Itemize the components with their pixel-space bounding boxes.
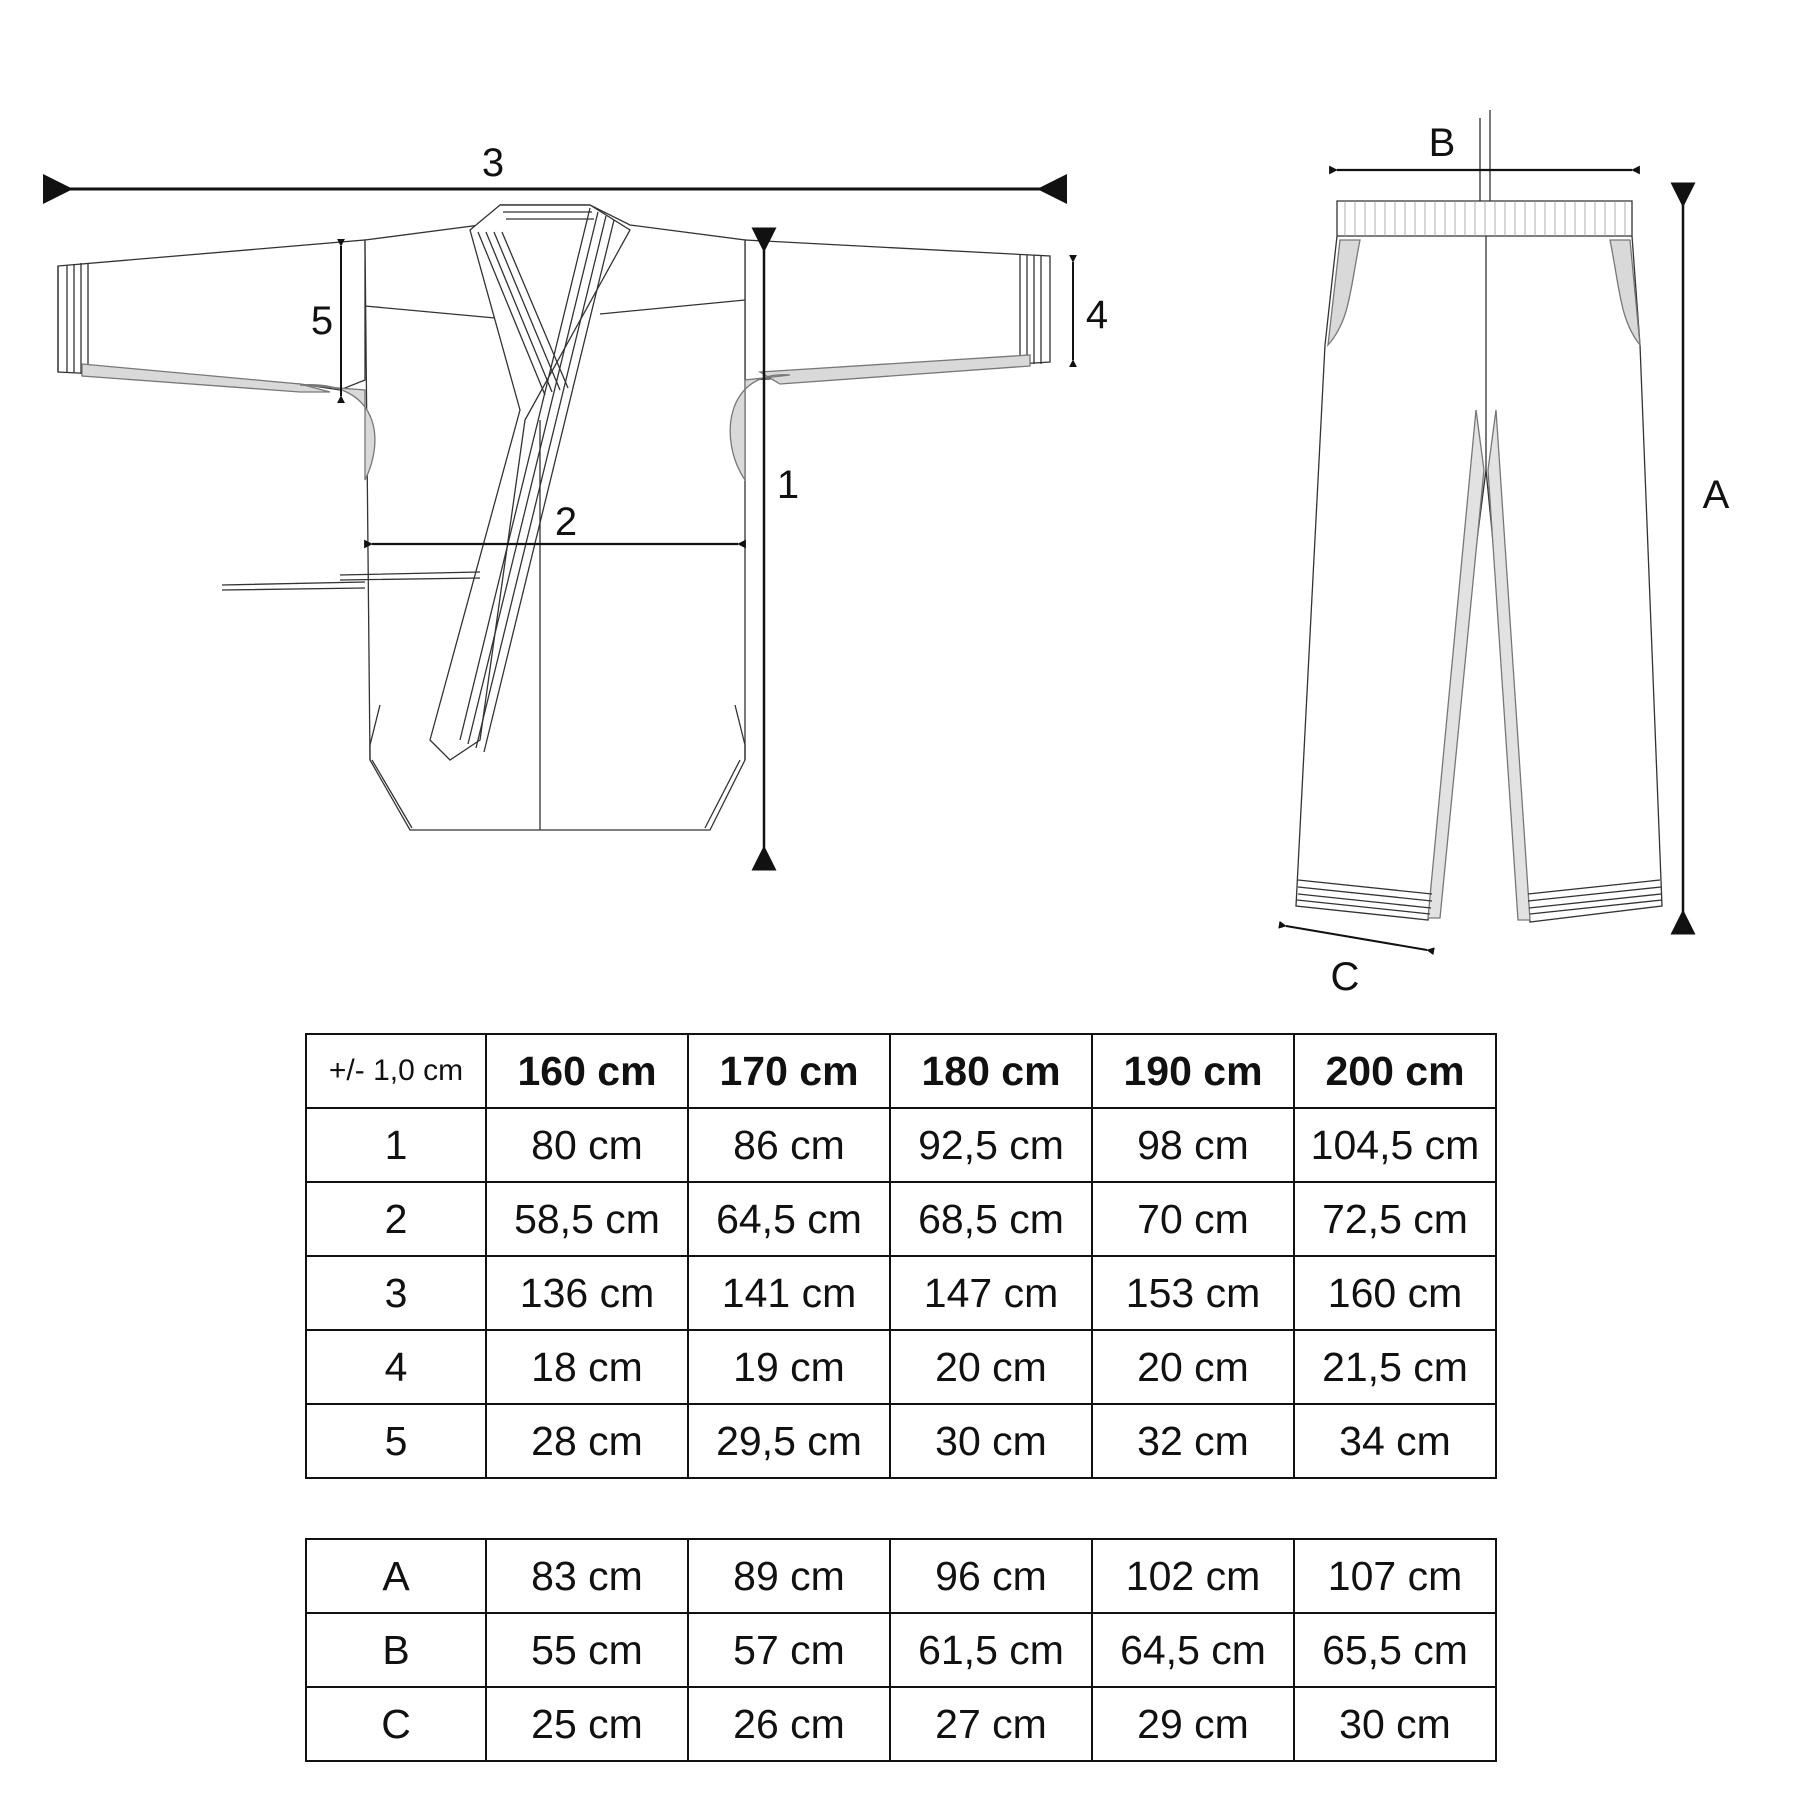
row-label: 1: [306, 1108, 486, 1182]
label-leg-opening: C: [1330, 955, 1360, 999]
table-cell: 32 cm: [1092, 1404, 1294, 1478]
table-cell: 72,5 cm: [1294, 1182, 1496, 1256]
table-cell: 30 cm: [1294, 1687, 1496, 1761]
label-armhole-depth: 5: [310, 299, 334, 343]
size-header: 200 cm: [1294, 1034, 1496, 1108]
table-cell: 147 cm: [890, 1256, 1092, 1330]
table-cell: 25 cm: [486, 1687, 688, 1761]
table-cell: 58,5 cm: [486, 1182, 688, 1256]
label-cuff-width: 4: [1085, 293, 1109, 337]
table-cell: 34 cm: [1294, 1404, 1496, 1478]
table-row: [306, 1687, 1496, 1761]
table-cell: 104,5 cm: [1294, 1108, 1496, 1182]
row-label: A: [306, 1539, 486, 1613]
table-cell: 102 cm: [1092, 1539, 1294, 1613]
table-cell: 68,5 cm: [890, 1182, 1092, 1256]
size-header: 160 cm: [486, 1034, 688, 1108]
label-chest-width: 2: [554, 500, 578, 544]
table-cell: 70 cm: [1092, 1182, 1294, 1256]
table-cell: 96 cm: [890, 1539, 1092, 1613]
table-cell: 107 cm: [1294, 1539, 1496, 1613]
table-cell: 30 cm: [890, 1404, 1092, 1478]
table-cell: 20 cm: [1092, 1330, 1294, 1404]
label-arm-span: 3: [481, 141, 505, 185]
label-waist-width: B: [1428, 121, 1456, 165]
table-cell: 26 cm: [688, 1687, 890, 1761]
table-cell: 136 cm: [486, 1256, 688, 1330]
table-cell: 18 cm: [486, 1330, 688, 1404]
table-cell: 27 cm: [890, 1687, 1092, 1761]
size-header: 190 cm: [1092, 1034, 1294, 1108]
row-label: B: [306, 1613, 486, 1687]
row-label: 5: [306, 1404, 486, 1478]
table-cell: 19 cm: [688, 1330, 890, 1404]
table-header-row: [306, 1034, 1496, 1108]
table-cell: 57 cm: [688, 1613, 890, 1687]
table-cell: 29 cm: [1092, 1687, 1294, 1761]
table-row: [306, 1613, 1496, 1687]
jacket-size-table: [305, 1033, 1497, 1479]
table-cell: 80 cm: [486, 1108, 688, 1182]
table-row: [306, 1256, 1496, 1330]
row-label: 2: [306, 1182, 486, 1256]
table-cell: 65,5 cm: [1294, 1613, 1496, 1687]
table-row: [306, 1330, 1496, 1404]
row-label: 3: [306, 1256, 486, 1330]
table-cell: 55 cm: [486, 1613, 688, 1687]
size-header: 170 cm: [688, 1034, 890, 1108]
table-cell: 92,5 cm: [890, 1108, 1092, 1182]
table-cell: 64,5 cm: [688, 1182, 890, 1256]
row-label: C: [306, 1687, 486, 1761]
table-cell: 153 cm: [1092, 1256, 1294, 1330]
label-pants-length: A: [1702, 473, 1730, 517]
table-cell: 20 cm: [890, 1330, 1092, 1404]
table-cell: 21,5 cm: [1294, 1330, 1496, 1404]
table-cell: 61,5 cm: [890, 1613, 1092, 1687]
table-cell: 98 cm: [1092, 1108, 1294, 1182]
table-cell: 89 cm: [688, 1539, 890, 1613]
table-cell: 86 cm: [688, 1108, 890, 1182]
table-row: [306, 1539, 1496, 1613]
table-cell: 160 cm: [1294, 1256, 1496, 1330]
table-row: [306, 1108, 1496, 1182]
row-label: 4: [306, 1330, 486, 1404]
table-row: [306, 1182, 1496, 1256]
table-row: [306, 1404, 1496, 1478]
tolerance-cell: +/- 1,0 cm: [306, 1034, 486, 1108]
table-cell: 28 cm: [486, 1404, 688, 1478]
table-cell: 64,5 cm: [1092, 1613, 1294, 1687]
table-cell: 141 cm: [688, 1256, 890, 1330]
table-cell: 29,5 cm: [688, 1404, 890, 1478]
pants-drawing: [1296, 110, 1662, 922]
size-header: 180 cm: [890, 1034, 1092, 1108]
label-jacket-height: 1: [776, 463, 800, 507]
pants-size-table: [305, 1538, 1497, 1762]
table-cell: 83 cm: [486, 1539, 688, 1613]
